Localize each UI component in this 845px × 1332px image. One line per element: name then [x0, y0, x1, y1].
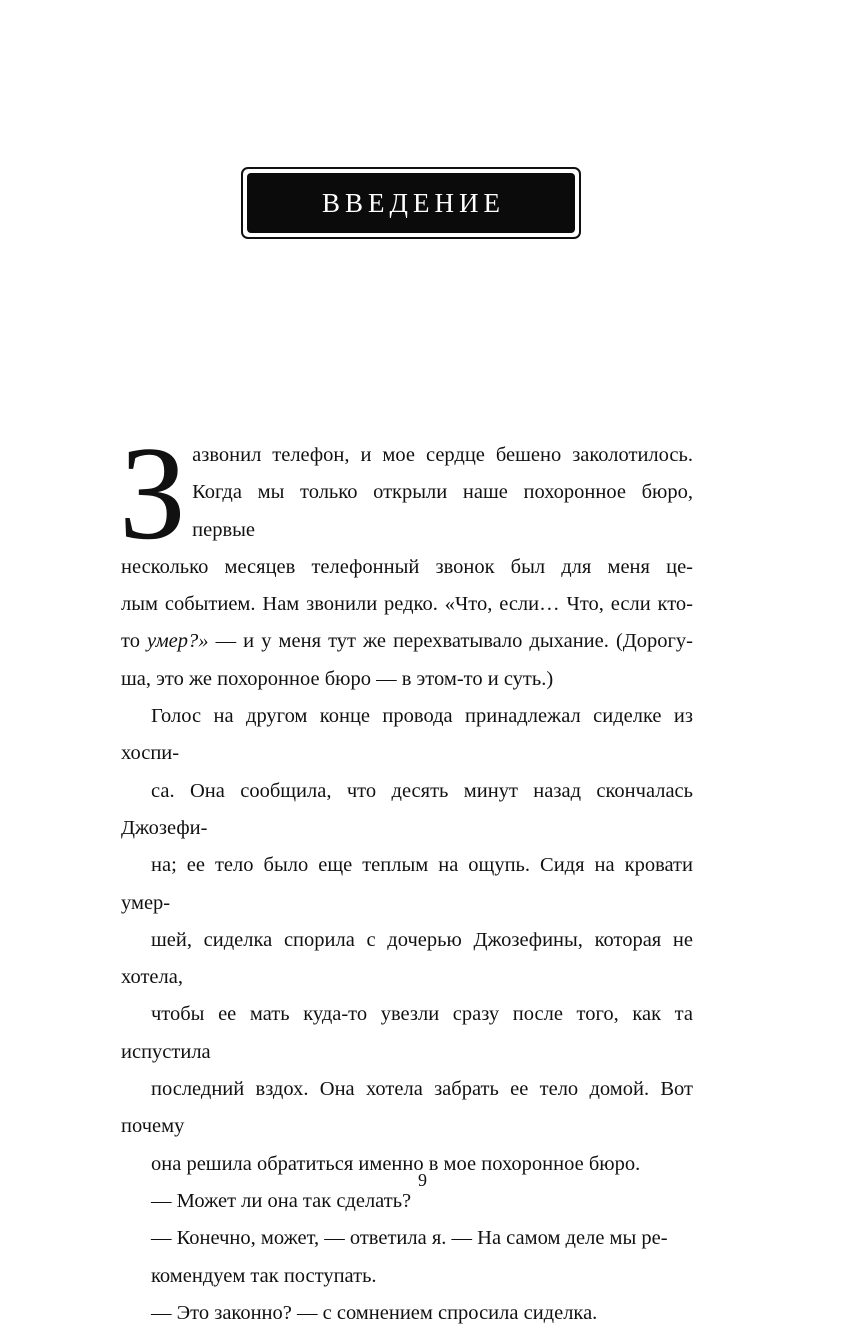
paragraph-2 [121, 698, 693, 1183]
text-line: лым событием. Нам звонили редко. «Что, если… Что, если кто- [121, 593, 693, 616]
chapter-title-frame [241, 167, 581, 239]
text-line: Голос на другом конце провода принадлежал сиделке из хоспи- [121, 705, 693, 765]
text-line: шей, сиделка спорила с дочерью Джозефины, которая не хотела, [121, 928, 693, 989]
text-line: ша, это же похоронное бюро — в этом-то и суть.) [121, 667, 554, 690]
italic-word: умер?» [147, 630, 209, 653]
text-line: чтобы ее мать куда-то увезли сразу после того, как та испустила [121, 1003, 693, 1063]
chapter-title: ВВЕДЕНИЕ [322, 187, 505, 218]
text-line: — Это законно? — с сомнением спросила сиделка. [151, 1301, 598, 1324]
text-line: несколько месяцев телефонный звонок был для меня це- [121, 555, 693, 578]
chapter-title-plate [247, 173, 575, 233]
text-line: на; ее тело было еще теплым на ощупь. Сидя на кровати умер- [121, 854, 693, 914]
text-fragment: то [121, 630, 148, 653]
text-line: она решила обратиться именно в мое похоронное бюро. [151, 1152, 641, 1175]
paragraph-1 [119, 419, 693, 698]
text-line [121, 623, 693, 660]
paragraph-5 [121, 1295, 693, 1332]
text-line: са. Она сообщила, что десять минут назад скончалась Джозефи- [121, 779, 693, 839]
text-line: комендуем так поступать. [151, 1264, 377, 1287]
drop-cap: З [119, 419, 187, 567]
text-line: — Может ли она так сделать? [151, 1189, 412, 1212]
paragraph-4 [121, 1220, 693, 1295]
text-line: — Конечно, может, — ответила я. — На самом деле мы ре- [151, 1227, 668, 1250]
body-text [119, 419, 693, 1332]
text-line: последний вздох. Она хотела забрать ее тело домой. Вот почему [121, 1078, 693, 1138]
text-line: Когда мы только открыли наше похоронное бюро, первые [192, 481, 693, 541]
text-line: азвонил телефон, и мое сердце бешено заколотилось. [192, 444, 693, 466]
page-number: 9 [418, 1170, 427, 1190]
text-fragment: — и у меня тут же перехватывало дыхание. (Дорогу- [208, 630, 693, 653]
